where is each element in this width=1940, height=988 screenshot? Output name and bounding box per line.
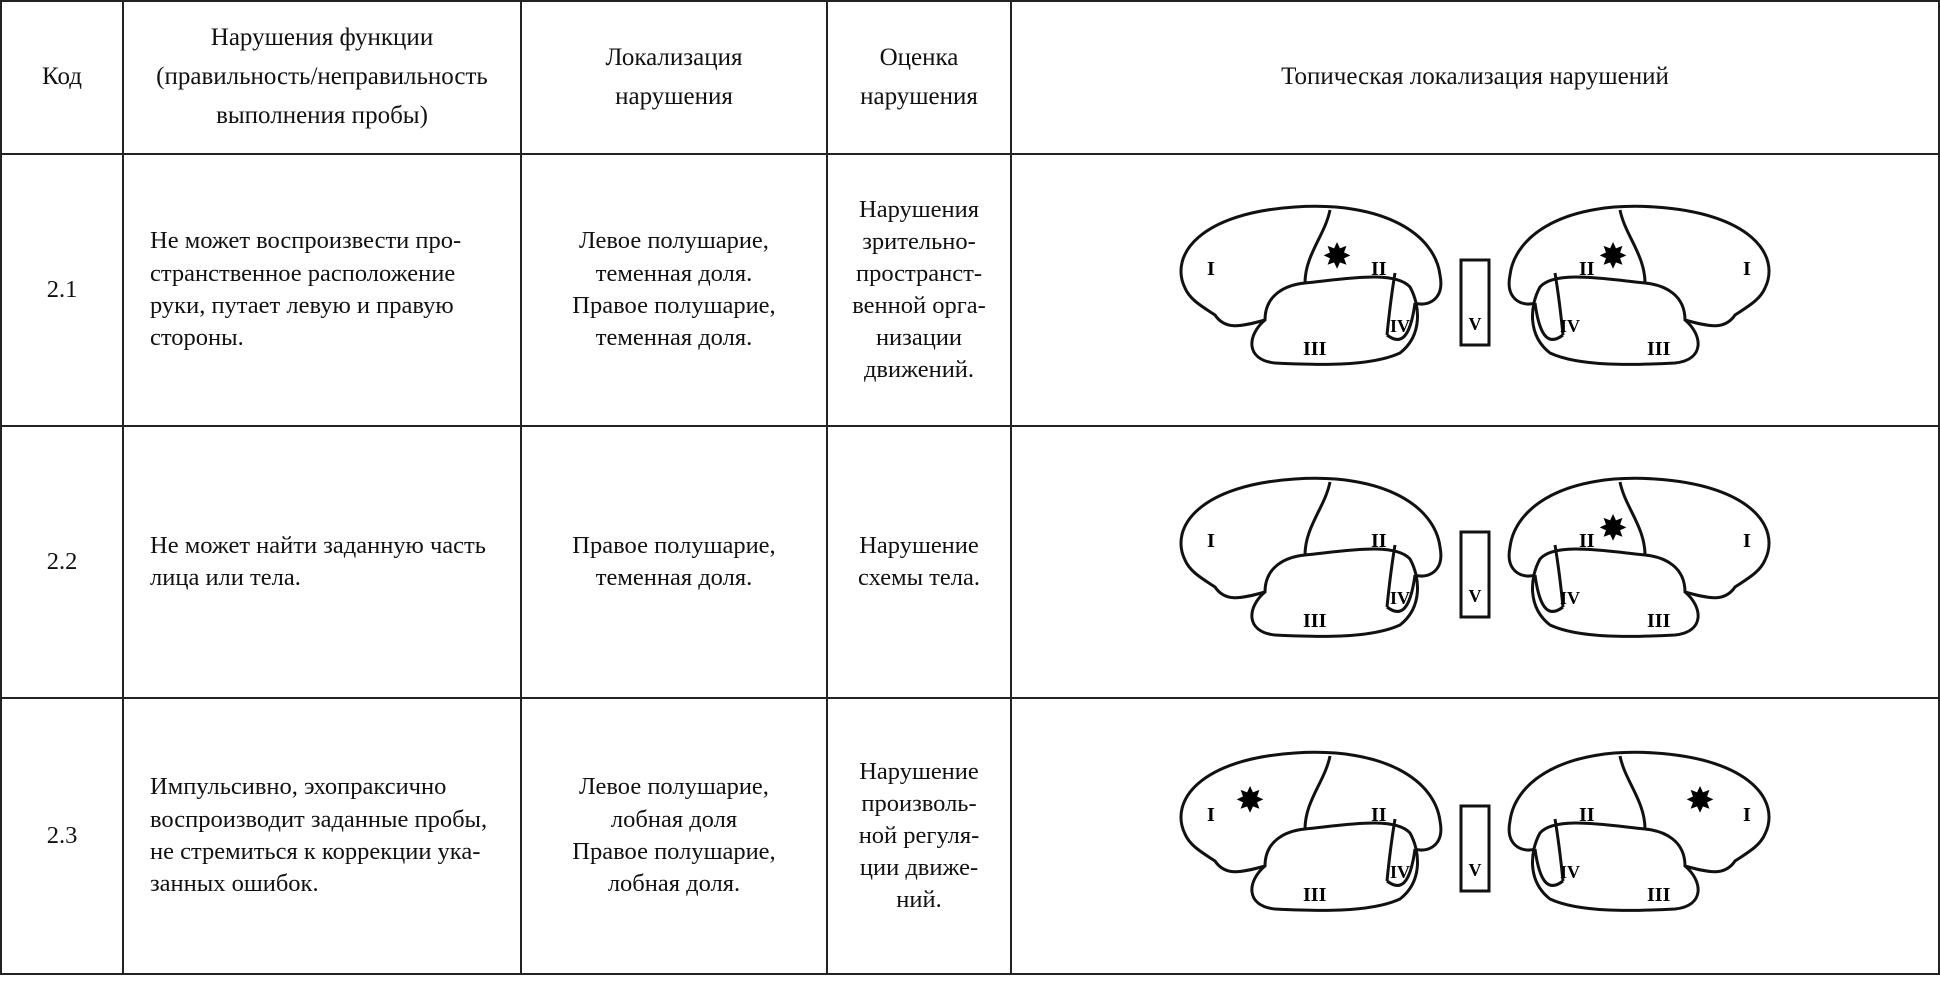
- row-function: Не может найти заданную часть лица или тела.: [123, 426, 521, 698]
- lobe-label-temporal: III: [1303, 884, 1327, 907]
- right-hemisphere: [1509, 753, 1769, 911]
- header-code: Код: [1, 1, 123, 154]
- lobe-label-frontal: I: [1743, 804, 1751, 827]
- left-hemisphere: [1181, 479, 1441, 637]
- lobe-label-frontal: I: [1207, 258, 1215, 281]
- lesion-mark: ✸: [1236, 782, 1264, 819]
- row-localization: Левое полушарие, теменная доля. Правое полушарие, теменная доля.: [521, 154, 827, 426]
- center-label: V: [1468, 586, 1482, 607]
- brain-diagram: [1155, 462, 1795, 652]
- lobe-label-frontal: I: [1743, 258, 1751, 281]
- row-topic-diagram: [1011, 426, 1939, 698]
- header-topic: Топическая локализация нарушений: [1011, 1, 1939, 154]
- header-estimate: [827, 1, 1011, 154]
- table-row: [1, 698, 1939, 974]
- lobe-label-frontal: I: [1207, 804, 1215, 827]
- lobe-label-parietal: II: [1579, 258, 1595, 281]
- row-localization: Правое полушарие, теменная доля.: [521, 426, 827, 698]
- row-function: Импульсивно, эхопраксично воспроизводит заданные пробы, не стремиться к коррекции ука- занных ошибок.: [123, 698, 521, 974]
- row-code: 2.1: [1, 154, 123, 426]
- lobe-label-temporal: III: [1303, 610, 1327, 633]
- row-localization: Левое полушарие, лобная доля Правое полушарие, лобная доля.: [521, 698, 827, 974]
- row-estimate: Нарушения зрительно- пространст- венной орга- низации движений.: [827, 154, 1011, 426]
- brain-diagram: [1155, 190, 1795, 380]
- center-label: V: [1468, 314, 1482, 335]
- lobe-label-occipital: IV: [1390, 588, 1411, 609]
- row-code: 2.2: [1, 426, 123, 698]
- header-estimate-line1: Оценка: [879, 43, 959, 71]
- lobe-label-temporal: III: [1647, 338, 1671, 361]
- left-hemisphere: [1181, 753, 1441, 911]
- table-row: [1, 426, 1939, 698]
- header-function-line1: Нарушения функции: [210, 24, 434, 52]
- lobe-label-temporal: III: [1303, 338, 1327, 361]
- header-row: [1, 1, 1939, 154]
- central-sulcus: [1305, 756, 1330, 829]
- lesion-mark: ✸: [1599, 238, 1627, 275]
- header-localization-line2: нарушения: [615, 82, 733, 110]
- center-label: V: [1468, 860, 1482, 881]
- lobe-label-occipital: IV: [1390, 316, 1411, 337]
- central-sulcus: [1620, 756, 1645, 829]
- row-code: 2.3: [1, 698, 123, 974]
- lesion-mark: ✸: [1686, 782, 1714, 819]
- lobe-label-parietal: II: [1371, 804, 1387, 827]
- lobe-label-temporal: III: [1647, 610, 1671, 633]
- row-topic-diagram: [1011, 698, 1939, 974]
- header-estimate-line2: нарушения: [860, 82, 978, 110]
- row-topic-diagram: [1011, 154, 1939, 426]
- lobe-label-parietal: II: [1371, 530, 1387, 553]
- header-function: [123, 1, 521, 154]
- right-hemisphere: [1509, 479, 1769, 637]
- lobe-label-temporal: III: [1647, 884, 1671, 907]
- header-localization: [521, 1, 827, 154]
- lobe-label-parietal: II: [1579, 530, 1595, 553]
- row-function: Не может воспроизвести про- странственное расположение руки, путает левую и правую стороны.: [123, 154, 521, 426]
- lobe-label-occipital: IV: [1560, 316, 1581, 337]
- lesion-mark: ✸: [1323, 238, 1351, 275]
- central-sulcus: [1305, 482, 1330, 555]
- header-function-line3: выполнения пробы): [216, 101, 428, 129]
- brain-diagram: [1155, 736, 1795, 926]
- lobe-label-frontal: I: [1207, 530, 1215, 553]
- lesion-mark: ✸: [1599, 510, 1627, 547]
- lobe-label-parietal: II: [1371, 258, 1387, 281]
- row-estimate: Нарушение схемы тела.: [827, 426, 1011, 698]
- header-function-line2: (правильность/неправильность: [156, 63, 488, 91]
- lobe-label-parietal: II: [1579, 804, 1595, 827]
- lobe-label-frontal: I: [1743, 530, 1751, 553]
- lobe-label-occipital: IV: [1560, 588, 1581, 609]
- lobe-label-occipital: IV: [1390, 862, 1411, 883]
- right-hemisphere: [1509, 207, 1769, 365]
- left-hemisphere: [1181, 207, 1441, 365]
- lobe-label-occipital: IV: [1560, 862, 1581, 883]
- table-row: [1, 154, 1939, 426]
- header-localization-line1: Локализация: [605, 43, 743, 71]
- row-estimate: Нарушение произволь- ной регуля- ции движе- ний.: [827, 698, 1011, 974]
